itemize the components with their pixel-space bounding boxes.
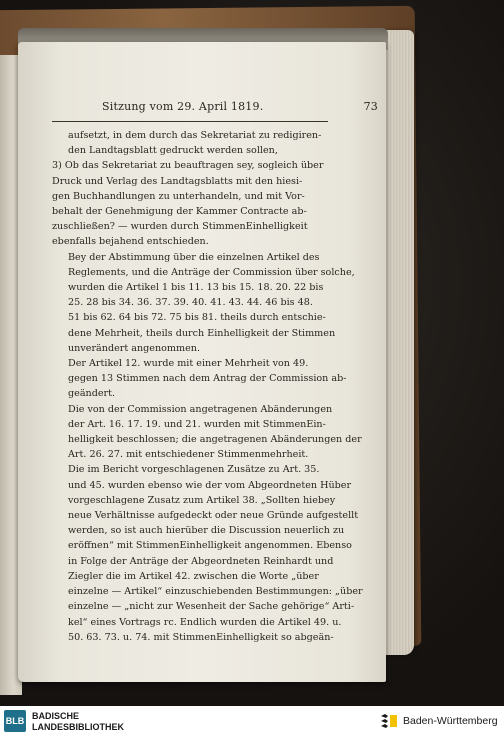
institution-name-line-2: LANDESBIBLIOTHEK [32, 722, 124, 732]
running-head: Sitzung vom 29. April 1819. [102, 100, 264, 113]
paragraph-1: aufsetzt, in dem durch das Sekretariat zu redigiren- den Landtagsblatt gedruckt werden sollen, [68, 130, 322, 157]
paragraph-2: 3) Ob das Sekretariat zu beauftragen sey, sogleich über Druck und Verlag des Landtagsblatts mit den hiesi- gen Buchhandlungen zu unterhandeln, und mit Vor- behalt der Genehmigung der Kammer Contracte ab- zuschließen? — wurden durch StimmenEinhelligkeit ebenfalls bejahend entschieden. [52, 160, 324, 248]
page-number: 73 [363, 100, 378, 113]
footer-bar [0, 706, 504, 737]
page-header [52, 100, 380, 115]
book-fore-edge [384, 30, 414, 655]
state-name[interactable]: Baden-Württemberg [403, 715, 498, 727]
header-rule [52, 121, 328, 122]
paragraph-5: Die von der Commission angetragenen Abänderungen der Art. 16. 17. 19. und 21. wurden mit StimmenEin- helligkeit beschlossen; die angetragenen Abänderungen der Art. 26. 27. mit entschiedener Stimmenmehrheit. [68, 403, 362, 461]
page-text [52, 100, 380, 645]
state-lions-icon [380, 713, 398, 729]
blb-logo-icon[interactable]: BLB [4, 710, 26, 732]
paragraph-3: Bey der Abstimmung über die einzelnen Artikel des Reglements, und die Anträge der Commission über solche, wurden die Artikel 1 bis 11. 13 bis 15. 18. 20. 22 bis 25. 28 bis 34. 36. 37. 39. 40. 41. 43. 44. 46 bis 48. 51 bis 62. 64 bis 72. 75 bis 81. theils durch entschie- dene Mehrheit, theils durch Einhelligkeit der Stimmen unverändert angenommen. [68, 251, 355, 354]
paragraph-4: Der Artikel 12. wurde mit einer Mehrheit von 49. gegen 13 Stimmen nach dem Antrag der Commission ab- geändert. [68, 358, 347, 400]
paragraph-6: Die im Bericht vorgeschlagenen Zusätze zu Art. 35. und 45. wurden ebenso wie der vom Abgeordneten Hüber vorgeschlagene Zusatz zum Artikel 38. „Sollten hiebey neue Verhältnisse aufgedeckt oder neue Gründe aufgestellt werden, so ist auch hierüber die Discussion neuerlich zu eröffnen“ mit StimmenEinhelligkeit angenommen. Ebenso in Folge der Anträge der Abgeordneten Reinhardt und Ziegler die im Artikel 42. zwischen die Worte „über einzelne — Artikel“ einzuschiebenden Bestimmungen: „über einzelne — „nicht zur Wesenheit der Sache gehörige“ Arti- kel“ eines Vortrags rc. Endlich wurden die Artikel 49. u. 50. 63. 73. u. 74. mit StimmenEinhelligkeit so abgeän- [68, 464, 363, 643]
institution-name[interactable] [32, 711, 124, 733]
institution-name-line-1: BADISCHE [32, 711, 80, 721]
